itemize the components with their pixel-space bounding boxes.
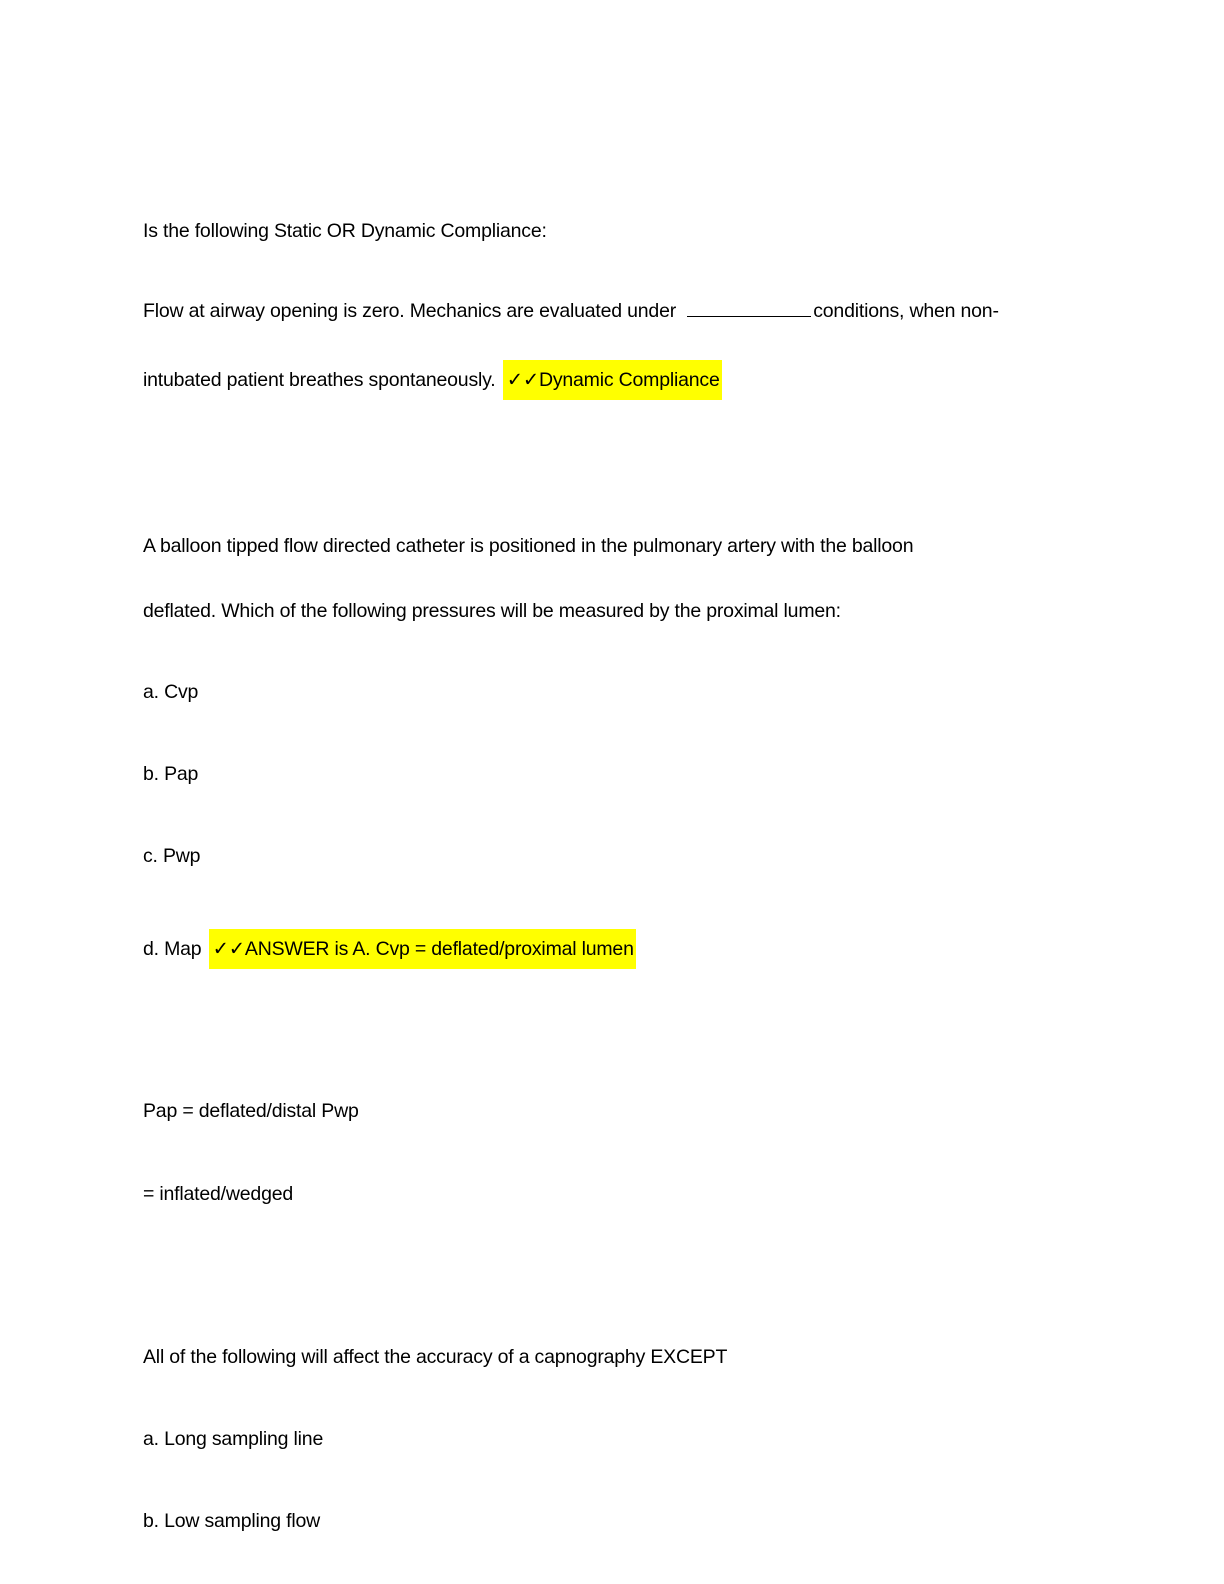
q1-prompt: Is the following Static OR Dynamic Compliance: [143,220,547,242]
q1-line1 [143,299,999,323]
q2-option-c: c. Pwp [143,845,201,867]
q1-line2-text: intubated patient breathes spontaneously. [143,369,501,391]
q2-option-d-line [143,929,636,969]
q2-option-b: b. Pap [143,763,199,785]
q3-option-b: b. Low sampling flow [143,1510,321,1532]
q2-note2: = inflated/wedged [143,1183,294,1205]
q1-line1-before: Flow at airway opening is zero. Mechanics are evaluated under [143,300,682,322]
q1-line2 [143,368,722,400]
q2-answer-highlight: ✓✓ANSWER is A. Cvp = deflated/proximal lumen [209,929,636,969]
q2-option-d: d. Map [143,938,207,960]
q3-prompt: All of the following will affect the accuracy of a capnography EXCEPT [143,1346,728,1368]
q2-note1: Pap = deflated/distal Pwp [143,1100,359,1122]
q2-line2: deflated. Which of the following pressures will be measured by the proximal lumen: [143,600,841,622]
q2-option-a: a. Cvp [143,681,199,703]
q1-line1-after: conditions, when non- [813,300,999,322]
q1-answer-highlight: ✓✓Dynamic Compliance [503,360,722,400]
fill-in-blank [687,302,811,317]
q2-line1: A balloon tipped flow directed catheter is positioned in the pulmonary artery with the balloon [143,535,914,557]
q3-option-a: a. Long sampling line [143,1428,324,1450]
